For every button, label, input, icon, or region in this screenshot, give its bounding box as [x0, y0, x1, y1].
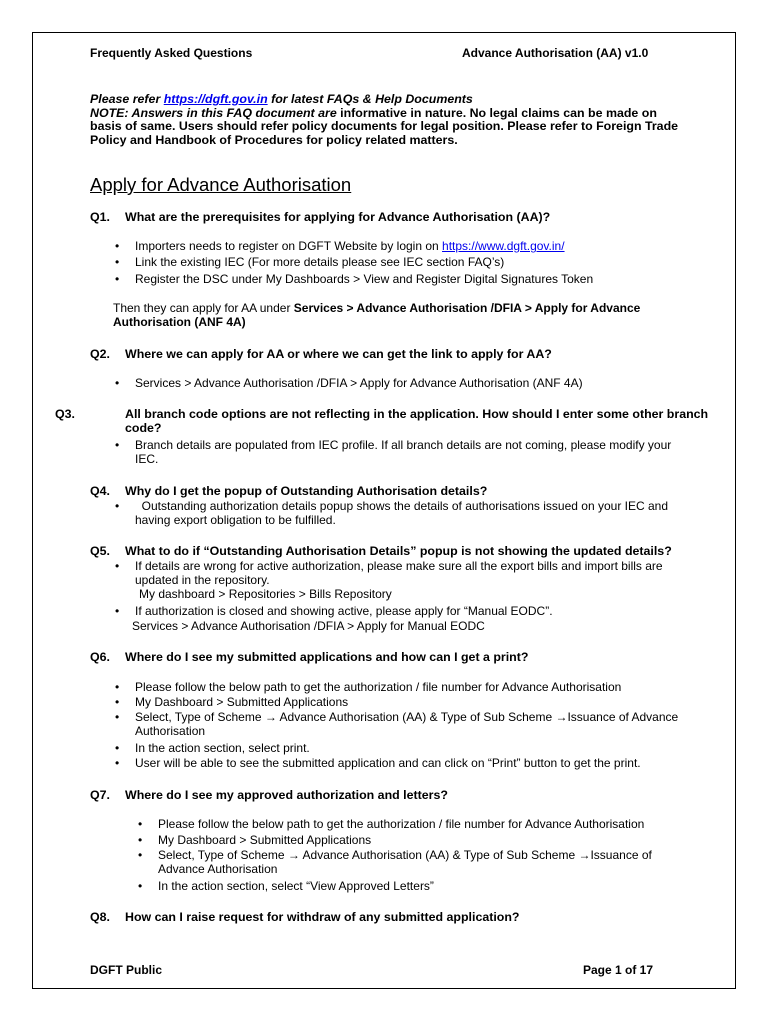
dgft-www-link[interactable]: https://www.dgft.gov.in/ — [442, 239, 565, 253]
header-title: Frequently Asked Questions — [90, 46, 253, 60]
q8-text: How can I raise request for withdraw of any submitted application? — [125, 910, 520, 924]
q7-text: Where do I see my approved authorization and letters? — [125, 788, 448, 802]
q6-bullet-3: • Select, Type of Scheme → Advance Authorisation (AA) & Type of Sub Scheme →Issuance of Advance Authorisation — [135, 711, 683, 738]
q1-bullet-3: • Register the DSC under My Dashboards > View and Register Digital Signatures Token — [135, 273, 695, 287]
q2-text: Where we can apply for AA or where we can get the link to apply for AA? — [125, 347, 552, 361]
q6-bullet-2: • My Dashboard > Submitted Applications — [135, 696, 683, 710]
q5-bullet-2-path: Services > Advance Authorisation /DFIA > Apply for Manual EODC — [132, 619, 485, 633]
page-bottom-rule — [32, 988, 736, 989]
q6-bullet-1: • Please follow the below path to get the authorization / file number for Advance Authorisation — [135, 681, 683, 695]
note-label: NOTE: Answers in this FAQ document are — [90, 105, 337, 120]
q7-number: Q7. — [90, 788, 110, 802]
q7-bullet-3: • Select, Type of Scheme → Advance Authorisation (AA) & Type of Sub Scheme →Issuance of Advance Authorisation — [158, 849, 683, 876]
section-title: Apply for Advance Authorisation — [90, 174, 352, 195]
q3-question — [55, 407, 725, 435]
q8-number: Q8. — [90, 910, 110, 924]
q1-text: What are the prerequisites for applying for Advance Authorisation (AA)? — [125, 210, 551, 224]
dgft-link[interactable]: https://dgft.gov.in — [163, 92, 268, 106]
q6-bullet-4: • In the action section, select print. — [135, 742, 683, 756]
q7-bullet-2: • My Dashboard > Submitted Applications — [158, 834, 683, 848]
note-text: informative in nature. No legal claims can be made on basis of same. Users should refer policy documents for legal position. Please refer to Foreign Trade Policy and Handbook of Procedures for policy related matters. — [90, 105, 679, 147]
footer-page-number: Page 1 of 17 — [583, 963, 654, 977]
q1-question — [90, 210, 690, 224]
q4-bullet-1: • Outstanding authorization details popup shows the details of authorisations issued on your IEC and having export obligation to be fulfilled. — [135, 500, 680, 527]
intro-refer-suffix: for latest FAQs & Help Documents — [267, 92, 473, 106]
q1-bullet-1 — [135, 240, 695, 254]
q6-bullet-5: • User will be able to see the submitted application and can click on “Print” button to get the print. — [135, 757, 683, 771]
q7-bullet-4: • In the action section, select “View Approved Letters” — [158, 880, 683, 894]
q3-bullet-1: • Branch details are populated from IEC profile. If all branch details are not coming, please modify your IEC. — [135, 439, 680, 466]
q7-bullet-1: • Please follow the below path to get the authorization / file number for Advance Authorisation — [158, 818, 683, 832]
q1-then-prefix: Then they can apply for AA under — [113, 301, 294, 315]
q1-number: Q1. — [90, 210, 110, 224]
q4-text: Why do I get the popup of Outstanding Authorisation details? — [125, 484, 488, 498]
q2-number: Q2. — [90, 347, 110, 361]
q5-bullet-1-path: My dashboard > Repositories > Bills Repository — [139, 587, 392, 601]
intro-note — [90, 93, 690, 147]
intro-refer-prefix: Please refer — [90, 92, 164, 106]
q2-question — [90, 347, 690, 361]
q7-question — [90, 788, 690, 802]
q5-number: Q5. — [90, 544, 110, 558]
q5-bullet-1: • If details are wrong for active authorization, please make sure all the export bills and import bills are updated in the repository. — [135, 560, 680, 587]
q3-number: Q3. — [55, 407, 75, 421]
header-doc-version: Advance Authorisation (AA) v1.0 — [462, 46, 649, 60]
q5-bullet-2: • If authorization is closed and showing active, please apply for “Manual EODC”. — [135, 605, 680, 619]
q6-text: Where do I see my submitted applications and how can I get a print? — [125, 650, 529, 664]
q2-bullet-1: • Services > Advance Authorisation /DFIA > Apply for Advance Authorisation (ANF 4A) — [135, 377, 695, 391]
footer-classification: DGFT Public — [90, 963, 162, 977]
q5-text: What to do if “Outstanding Authorisation Details” popup is not showing the updated details? — [125, 544, 672, 558]
q4-number: Q4. — [90, 484, 110, 498]
q1-then-path: Services > Advance Authorisation /DFIA > Apply for Advance Authorisation (ANF 4A) — [113, 301, 641, 329]
q8-question — [90, 910, 690, 924]
q1-bullet-1-text: Importers needs to register on DGFT Website by login on — [135, 239, 443, 253]
q6-number: Q6. — [90, 650, 110, 664]
q4-question — [90, 484, 690, 498]
q1-bullet-2: • Link the existing IEC (For more details please see IEC section FAQ’s) — [135, 256, 695, 270]
q1-then-text — [113, 302, 693, 329]
q5-question — [90, 544, 690, 558]
q3-text: All branch code options are not reflecting in the application. How should I enter some other branch code? — [125, 407, 709, 435]
q6-question — [90, 650, 690, 664]
